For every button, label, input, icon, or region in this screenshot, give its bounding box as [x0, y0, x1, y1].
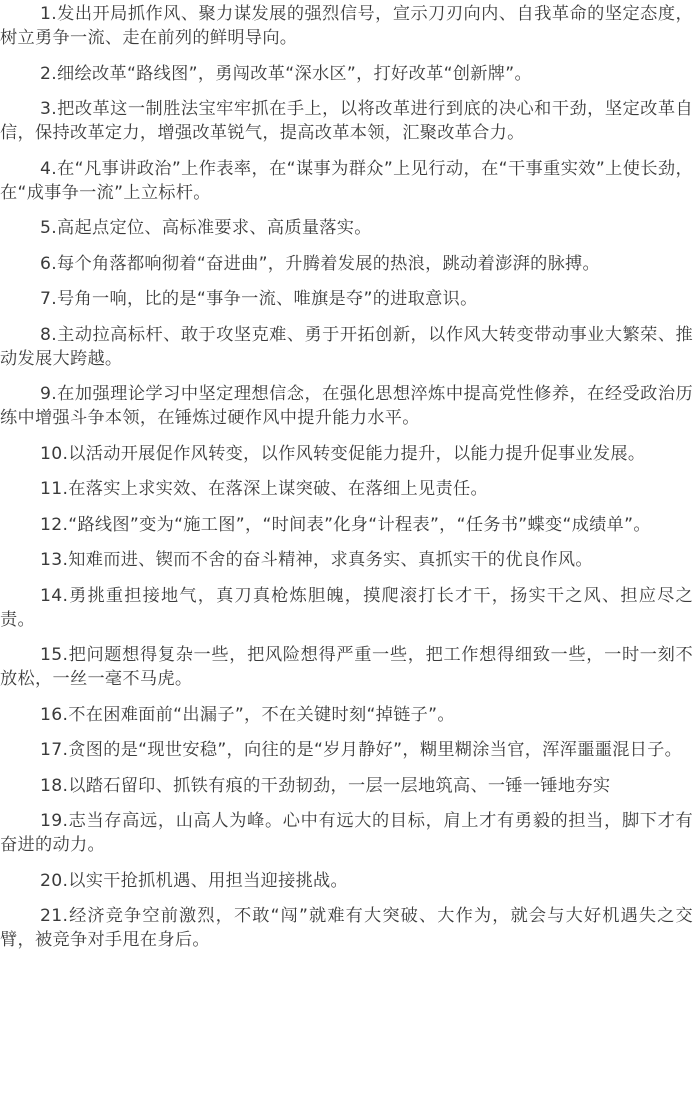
- paragraph-14: 14.勇挑重担接地气，真刀真枪炼胆魄，摸爬滚打长才干，扬实干之风、担应尽之责。: [0, 585, 693, 630]
- paragraph-10: 10.以活动开展促作风转变，以作风转变促能力提升，以能力提升促事业发展。: [40, 443, 646, 464]
- paragraph-4: 4.在“凡事讲政治”上作表率，在“谋事为群众”上见行动，在“干事重实效”上使长劲，在“成事争一流”上立标杆。: [0, 158, 693, 203]
- paragraph-11: 11.在落实上求实效、在落深上谋突破、在落细上见责任。: [40, 479, 488, 499]
- paragraph-3: 3.把改革这一制胜法宝牢牢抓在手上，以将改革进行到底的决心和干劲，坚定改革自信，保持改革定力，增强改革锐气，提高改革本领，汇聚改革合力。: [0, 99, 693, 143]
- paragraph-1: 1.发出开局抓作风、聚力谋发展的强烈信号，宣示刀刃向内、自我革命的坚定态度，树立勇争一流、走在前列的鲜明导向。: [0, 4, 693, 48]
- paragraph-12: 12.“路线图”变为“施工图”，“时间表”化身“计程表”，“任务书”蝶变“成绩单”。: [40, 514, 651, 535]
- paragraph-16: 16.不在困难面前“出漏子”，不在关键时刻“掉链子”。: [40, 704, 455, 725]
- paragraph-21: 21.经济竞争空前激烈，不敢“闯”就难有大突破、大作为，就会与大好机遇失之交臂，被竞争对手甩在身后。: [0, 906, 693, 950]
- paragraph-13: 13.知难而进、锲而不舍的奋斗精神，求真务实、真抓实干的优良作风。: [40, 550, 593, 570]
- paragraph-9: 9.在加强理论学习中坚定理想信念，在强化思想淬炼中提高党性修养，在经受政治历练中增强斗争本领，在锤炼过硬作风中提升能力水平。: [0, 384, 693, 428]
- paragraph-19: 19.志当存高远，山高人为峰。心中有远大的目标，肩上才有勇毅的担当，脚下才有奋进的动力。: [0, 811, 693, 855]
- paragraph-8: 8.主动拉高标杆、敢于攻坚克难、勇于开拓创新，以作风大转变带动事业大繁荣、推动发展大跨越。: [0, 324, 693, 369]
- paragraph-7: 7.号角一响，比的是“事争一流、唯旗是夺”的进取意识。: [40, 289, 478, 309]
- paragraph-20: 20.以实干抢抓机遇、用担当迎接挑战。: [40, 870, 349, 891]
- paragraph-17: 17.贪图的是“现世安稳”，向往的是“岁月静好”，糊里糊涂当官，浑浑噩噩混日子。: [40, 740, 683, 760]
- paragraph-5: 5.高起点定位、高标准要求、高质量落实。: [40, 218, 372, 238]
- paragraph-15: 15.把问题想得复杂一些，把风险想得严重一些，把工作想得细致一些，一时一刻不放松，一丝一毫不马虎。: [0, 645, 693, 689]
- paragraph-18: 18.以踏石留印、抓铁有痕的干劲韧劲，一层一层地筑高、一锤一锤地夯实: [40, 775, 611, 796]
- paragraph-6: 6.每个角落都响彻着“奋进曲”，升腾着发展的热浪，跳动着澎湃的脉搏。: [40, 253, 601, 274]
- paragraph-2: 2.细绘改革“路线图”，勇闯改革“深水区”，打好改革“创新牌”。: [40, 63, 532, 84]
